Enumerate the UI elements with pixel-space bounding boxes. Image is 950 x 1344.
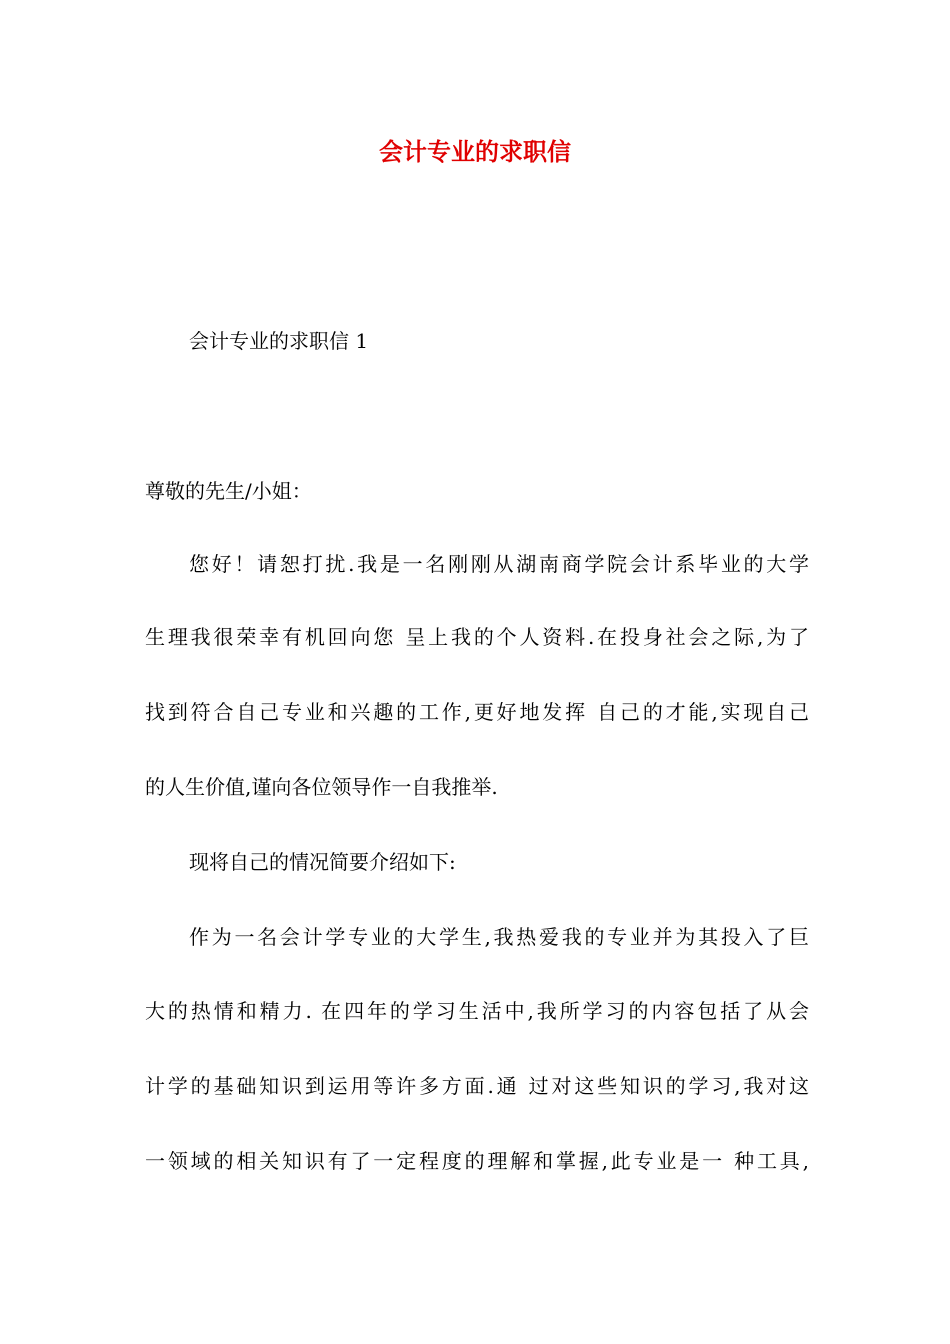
paragraph-3-line-4: 一领域的相关知识有了一定程度的理解和掌握,此专业是一 种工具, [145, 1149, 809, 1173]
paragraph-1-line-4: 的人生价值,谨向各位领导作一自我推举. [145, 775, 498, 799]
paragraph-1-line-3: 找到符合自己专业和兴趣的工作,更好地发挥 自己的才能,实现自己 [145, 700, 809, 724]
paragraph-1-line-1: 您好！请恕打扰.我是一名刚刚从湖南商学院会计系毕业的大学 [189, 552, 809, 576]
paragraph-3-line-2: 大的热情和精力. 在四年的学习生活中,我所学习的内容包括了从会 [145, 999, 809, 1023]
section-heading: 会计专业的求职信 1 [189, 329, 369, 353]
paragraph-3-line-1: 作为一名会计学专业的大学生,我热爱我的专业并为其投入了巨 [189, 925, 809, 949]
document-title: 会计专业的求职信 [379, 138, 571, 166]
paragraph-1-line-2: 生理我很荣幸有机回向您 呈上我的个人资料.在投身社会之际,为了 [145, 625, 809, 649]
paragraph-2-line-1: 现将自己的情况简要介绍如下: [189, 850, 456, 874]
paragraph-3-line-3: 计学的基础知识到运用等许多方面.通 过对这些知识的学习,我对这 [145, 1074, 809, 1098]
salutation: 尊敬的先生/小姐： [145, 479, 312, 503]
